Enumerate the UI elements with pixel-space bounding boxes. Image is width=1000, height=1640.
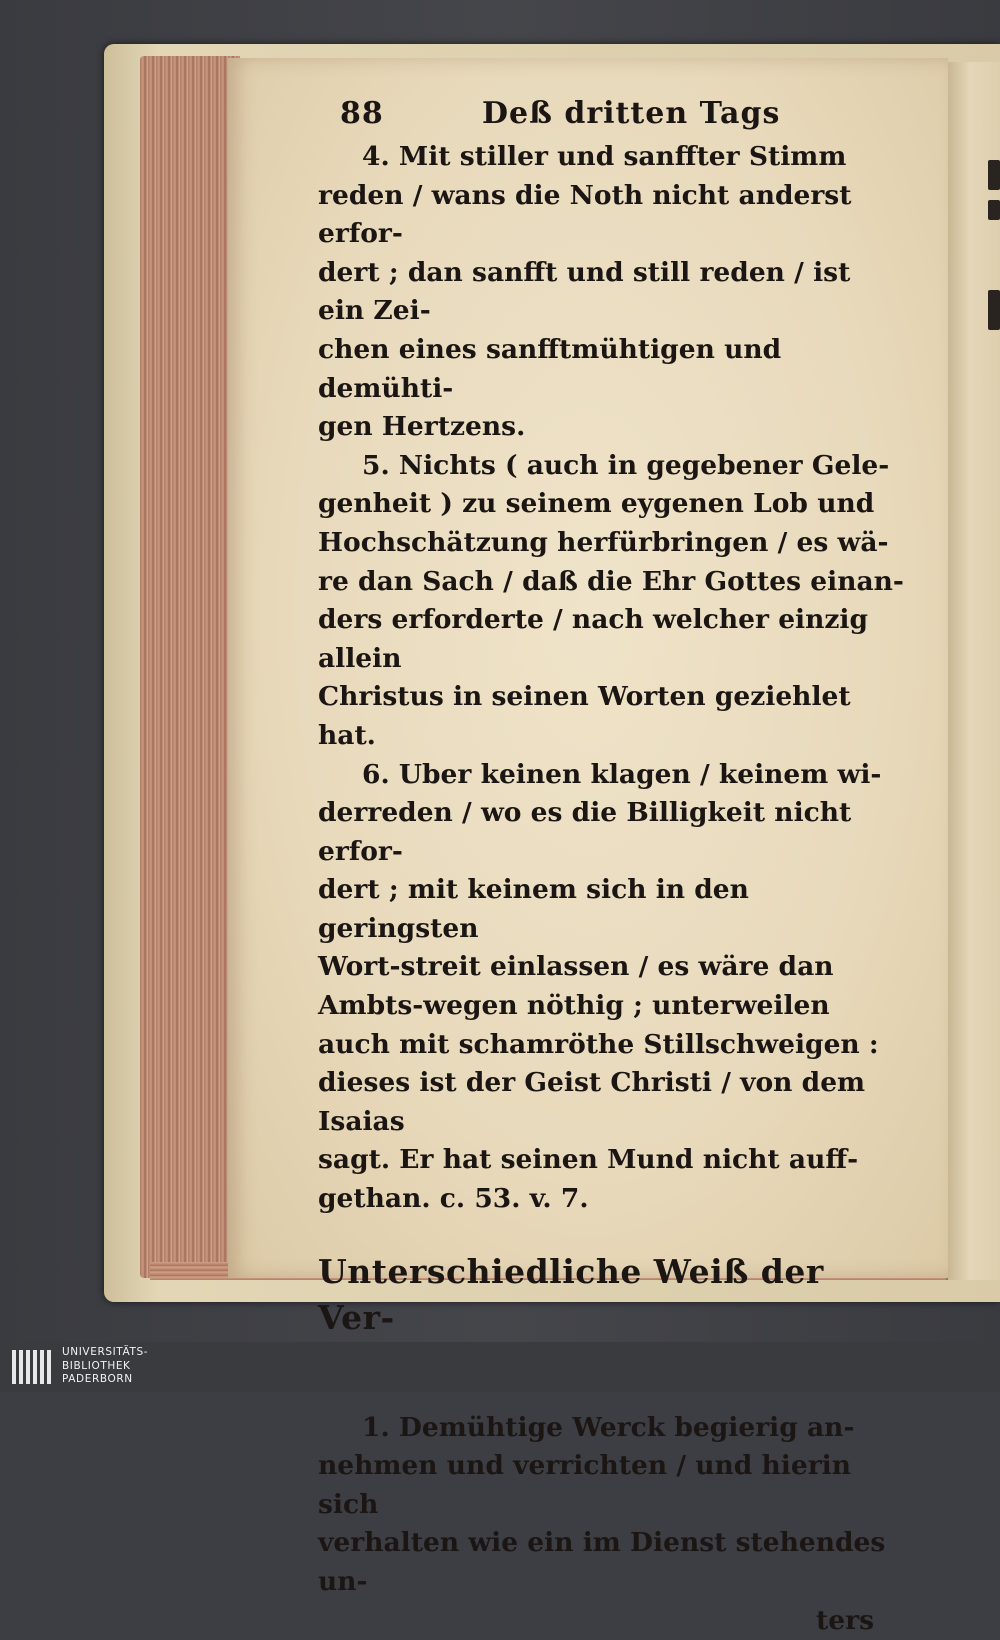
text-line: 5. Nichts ( auch in gegebener Gele- (362, 449, 890, 481)
text-line: reden / wans die Noth nicht anderst erfor- (318, 179, 852, 250)
text-line: gen Hertzens. (318, 411, 526, 443)
text-line: 6. Uber keinen klagen / keinem wi- (362, 758, 882, 790)
text-line: dert ; dan sanfft und still reden / ist ein Zei- (318, 256, 851, 327)
text-line: Wort-streit einlassen / es wäre dan (318, 951, 834, 983)
paragraph-6 (318, 756, 904, 1219)
page-header (318, 92, 904, 138)
library-logo-text (62, 1346, 148, 1387)
text-line: sagt. Er hat seinen Mund nicht auff- (318, 1144, 859, 1176)
logo-line: PADERBORN (62, 1373, 133, 1386)
catchword: ters (816, 1604, 874, 1636)
text-line: dert ; mit keinem sich in den geringsten (318, 874, 749, 944)
text-line: derreden / wo es die Billigkeit nicht erfor- (318, 797, 852, 867)
running-title: Deß dritten Tags (482, 96, 781, 131)
facing-page-glyph (988, 290, 1000, 330)
text-line: Ambts-wegen nöthig ; unterweilen (318, 990, 830, 1022)
paragraph-4 (318, 138, 904, 447)
text-line: 4. Mit stiller und sanffter Stimm (362, 141, 847, 172)
facing-page-glyph (988, 160, 1000, 190)
text-line: ders erforderte / nach welcher einzig allein (318, 604, 869, 674)
paragraph-1 (318, 1409, 904, 1640)
text-line: 1. Demühtige Werck begierig an- (362, 1411, 855, 1443)
text-line: dieses ist der Geist Christi / von dem Isaias (318, 1067, 866, 1137)
heading-line: Unterschiedliche Weiß der Ver- (318, 1251, 824, 1337)
footer-bar (0, 1342, 1000, 1392)
page-number: 88 (340, 96, 384, 131)
text-line: nehmen und verrichten / und hierin sich (318, 1450, 852, 1520)
text-line: gethan. c. 53. v. 7. (318, 1183, 589, 1215)
text-line: chen eines sanfftmühtigen und demühti- (318, 333, 782, 404)
text-line: verhalten wie ein im Dienst stehendes un- (318, 1527, 886, 1597)
page-edges (140, 56, 240, 1278)
page-text (318, 92, 904, 1640)
facing-page-glyph (988, 200, 1000, 220)
text-line: Hochschätzung herfürbringen / es wä- (318, 526, 889, 558)
text-line: auch mit schamröthe Stillschweigen : (318, 1028, 879, 1060)
text-line: genheit ) zu seinem eygenen Lob und (318, 488, 875, 520)
text-line: Christus in seinen Worten geziehlet hat. (318, 681, 851, 751)
text-line: re dan Sach / daß die Ehr Gottes einan- (318, 565, 904, 597)
logo-line: BIBLIOTHEK (62, 1359, 131, 1372)
facing-page (946, 62, 1000, 1280)
library-logo-icon (10, 1346, 54, 1388)
logo-line: UNIVERSITÄTS- (62, 1346, 149, 1358)
paragraph-5 (318, 447, 904, 756)
